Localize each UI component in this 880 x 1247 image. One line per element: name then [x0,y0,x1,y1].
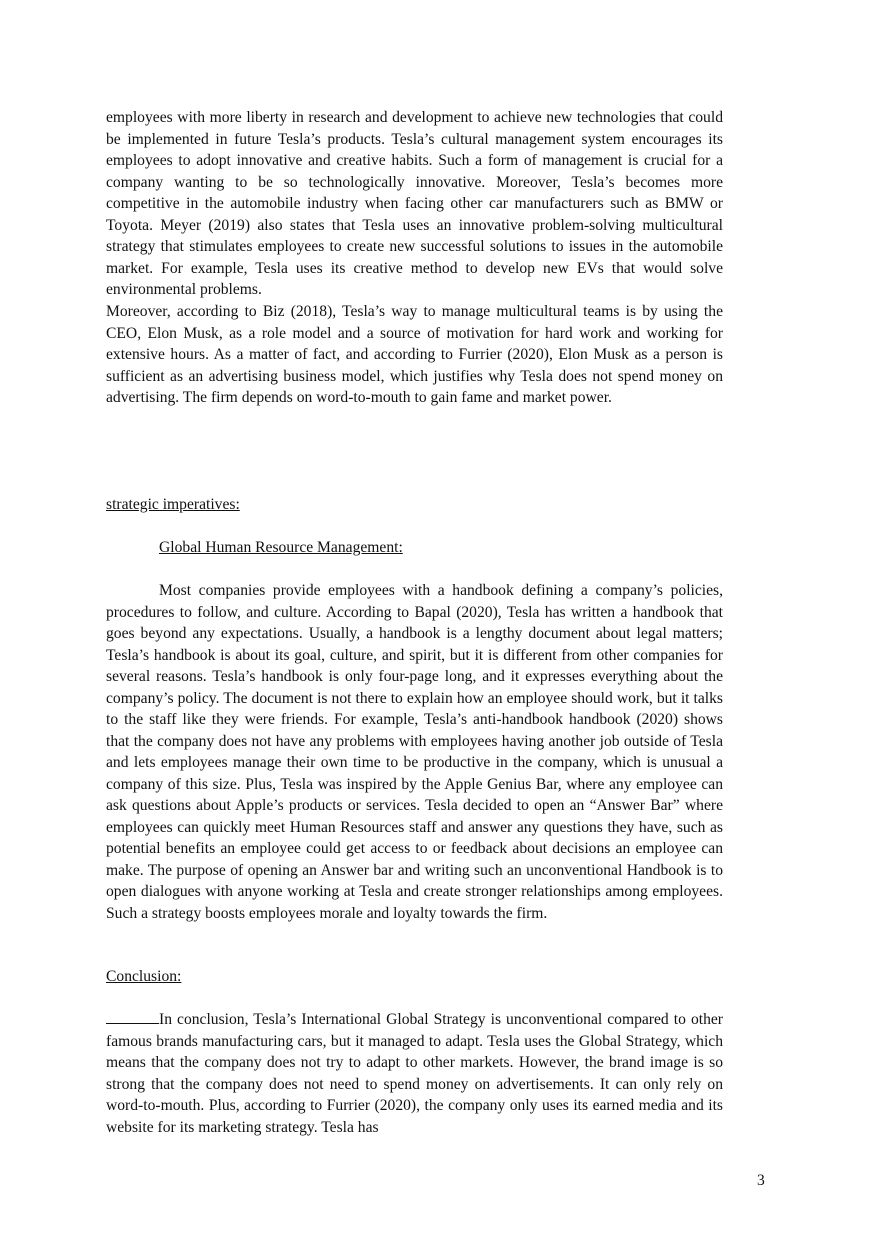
indent-underline [106,1009,159,1024]
heading-conclusion-text: Conclusion: [106,968,182,985]
paragraph-hr-handbook: Most companies provide employees with a handbook defining a company’s policies, procedures to follow, and culture. According to Bapal (2020), Tesla has written a handbook that goes beyond any expectations. Usually, a handbook is a lengthy document about legal matters; Tesla’s handbook is about its goal, culture, and spirit, but it is different from other companies for several reasons. Tesla’s handbook is only four-page long, and it expresses everything about the company’s policy. The document is not there to explain how an employee should work, but it talks to the staff like they were friends. For example, Tesla’s anti-handbook handbook (2020) shows that the company does not have any problems with employees having another job outside of Tesla and lets employees manage their own time to be productive in the company, which is unusual a company of this size. Plus, Tesla was inspired by the Apple Genius Bar, where any employee can ask questions about Apple’s products or services. Tesla decided to open an “Answer Bar” where employees can quickly meet Human Resources staff and answer any questions they have, such as potential benefits an employee could get access to or feedback about decisions an employee can make. The purpose of opening an Answer bar and writing such an unconventional Handbook is to open dialogues with anyone working at Tesla and create stronger relationships among employees. Such a strategy boosts employees morale and loyalty towards the firm. [106,582,723,922]
heading-conclusion [106,966,197,988]
heading-global-hrm-text: Global Human Resource Management: [159,539,403,556]
paragraph-multicultural-teams: Moreover, according to Biz (2018), Tesla’s way to manage multicultural teams is by using the CEO, Elon Musk, as a role model and a source of motivation for hard work and working for extensive hours. As a matter of fact, and according to Furrier (2020), Elon Musk as a person is sufficient as an advertising business model, which justifies why Tesla does not spend money on advertising. The firm depends on word-to-mouth to gain fame and market power. [106,303,723,406]
page-number: 3 [757,1172,765,1189]
heading-strategic-imperatives [106,494,263,516]
paragraph-conclusion [106,1009,723,1138]
paragraph-cultural-management: employees with more liberty in research and development to achieve new technologies that could be implemented in future Tesla’s products. Tesla’s cultural management system encourages its employees to adopt innovative and creative habits. Such a form of management is crucial for a company wanting to be so technologically innovative. Moreover, Tesla’s becomes more competitive in the automobile industry when facing other car manufacturers such as BMW or Toyota. Meyer (2019) also states that Tesla uses an innovative problem-solving multicultural strategy that stimulates employees to create new successful solutions to issues in the automobile market. For example, Tesla uses its creative method to develop new EVs that would solve environmental problems. [106,109,723,298]
heading-global-hrm [159,537,426,559]
heading-strategic-imperatives-text: strategic imperatives: [106,496,240,513]
paragraph-conclusion-text: In conclusion, Tesla’s International Global Strategy is unconventional compared to other famous brands manufacturing cars, but it managed to adapt. Tesla uses the Global Strategy, which means that the company does not try to adapt to other markets. However, the brand image is so strong that the company does not need to spend money on advertisements. It can only rely on word-to-mouth. Plus, according to Furrier (2020), the company only uses its earned media and its website for its marketing strategy. Tesla has [106,1011,723,1136]
